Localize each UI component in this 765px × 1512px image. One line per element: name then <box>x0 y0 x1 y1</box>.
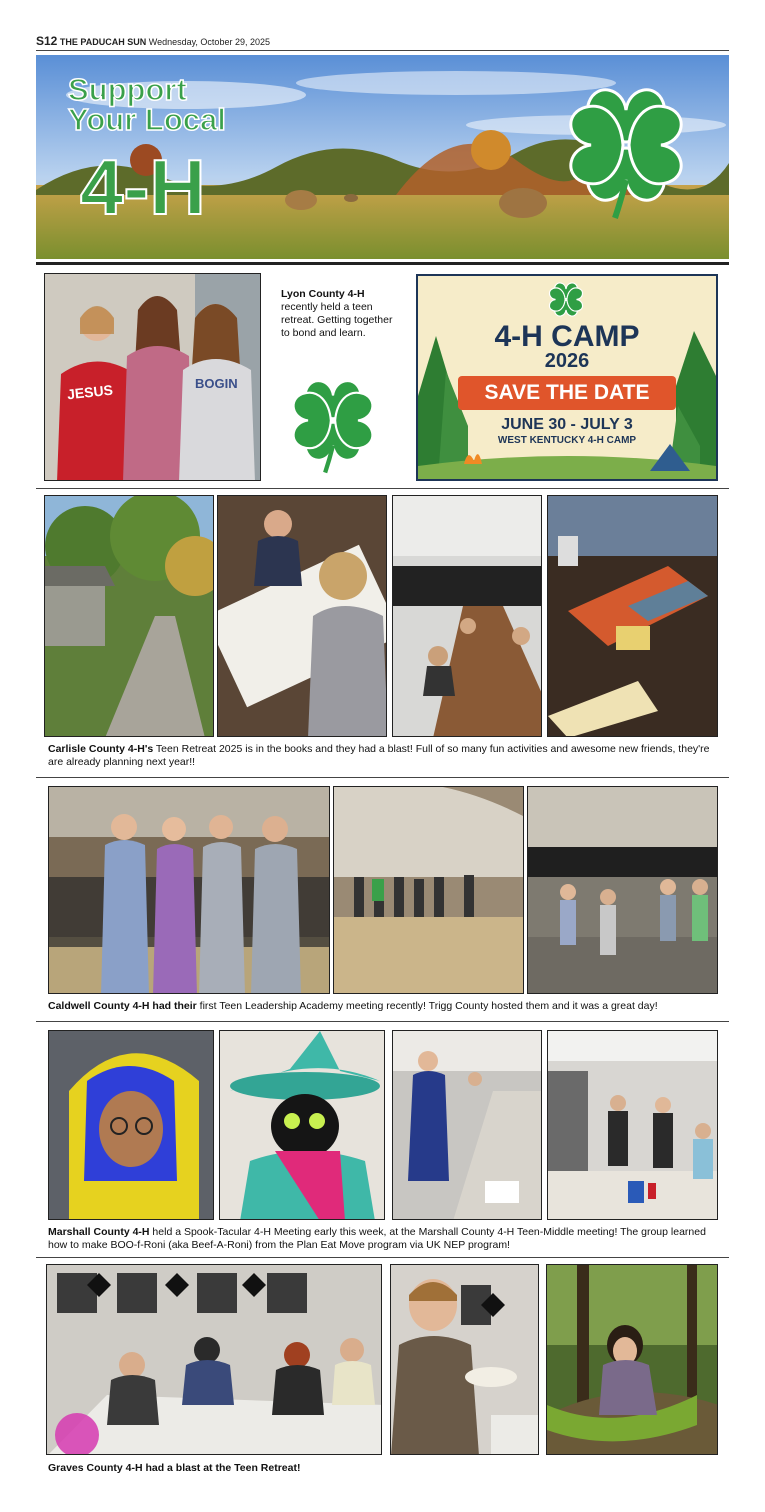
marshall-photo-costume-yellow <box>48 1030 214 1220</box>
graves-county-caption <box>48 1462 720 1475</box>
section-rule-4 <box>36 1257 729 1258</box>
section-rule-2 <box>36 777 729 778</box>
section-rule-3 <box>36 1021 729 1022</box>
newspaper-name: THE PADUCAH SUN <box>59 37 147 47</box>
caldwell-photo-arena <box>333 786 524 994</box>
page-number: S12 <box>36 34 58 48</box>
caldwell-county-text: first Teen Leadership Academy meeting recently! Trigg County hosted them and it was a great day! <box>196 1000 658 1012</box>
marshall-county-caption <box>48 1226 720 1252</box>
graves-county-lead: Graves County 4-H <box>48 1462 143 1474</box>
banner-4h-text: 4-H <box>80 143 206 231</box>
banner-headline <box>68 72 226 137</box>
camp-save-the-date-ad <box>416 274 718 481</box>
lyon-county-body: recently held a teen retreat. Getting together to bond and learn. <box>281 301 393 339</box>
banner-rule <box>36 262 729 265</box>
caldwell-county-lead: Caldwell County 4-H had their <box>48 1000 197 1012</box>
caldwell-county-caption <box>48 1000 720 1013</box>
graves-photo-boy <box>390 1264 539 1455</box>
carlisle-county-caption <box>48 743 720 769</box>
carlisle-county-text: Teen Retreat 2025 is in the books and they had a blast! Full of so many fun activities and awesome new friends, they're are already planning next year!! <box>48 743 710 768</box>
caldwell-photo-group <box>48 786 330 994</box>
camp-dates: JUNE 30 - JULY 3 <box>501 416 633 433</box>
caldwell-photo-barn <box>527 786 718 994</box>
page-folio <box>36 34 270 48</box>
carlisle-photo-game <box>547 495 718 737</box>
folio-rule <box>36 50 729 51</box>
graves-photo-hammock <box>546 1264 718 1455</box>
save-the-date-ribbon: SAVE THE DATE <box>458 376 676 410</box>
camp-clover-icon <box>546 280 586 322</box>
carlisle-county-lead: Carlisle County 4-H's <box>48 743 154 755</box>
banner-line-support: Support <box>68 72 187 107</box>
camp-title: 4-H CAMP <box>494 320 640 353</box>
marshall-photo-costume-witch <box>219 1030 385 1220</box>
carlisle-photo-hall <box>392 495 542 737</box>
marshall-county-lead: Marshall County 4-H <box>48 1226 150 1238</box>
camp-year: 2026 <box>544 350 590 372</box>
four-leaf-clover-logo <box>561 80 691 220</box>
section-rule-1 <box>36 488 729 489</box>
sweatshirt-print: BOGIN <box>195 376 238 391</box>
marshall-photo-kitchen-group <box>547 1030 718 1220</box>
banner-image <box>36 55 729 259</box>
banner-line-your-local: Your Local <box>68 102 226 137</box>
camp-location: WEST KENTUCKY 4-H CAMP <box>497 435 637 446</box>
shirt-print: JESUS <box>66 381 114 403</box>
graves-photo-table <box>46 1264 382 1455</box>
issue-date: Wednesday, October 29, 2025 <box>148 37 270 47</box>
clover-icon <box>283 374 383 474</box>
carlisle-photo-crafts <box>217 495 387 737</box>
lyon-county-group-photo <box>44 273 261 481</box>
graves-county-text: had a blast at the Teen Retreat! <box>142 1462 301 1474</box>
lyon-county-heading: Lyon County 4-H <box>281 288 365 300</box>
lyon-county-caption <box>281 288 396 340</box>
marshall-photo-kitchen-counter <box>392 1030 542 1220</box>
carlisle-photo-path <box>44 495 214 737</box>
marshall-county-text: held a Spook-Tacular 4-H Meeting early this week, at the Marshall County 4-H Teen-Middle meeting! The group learned how to make BOO-f-Roni (aka Beef-A-Roni) from the Plan Eat Move program via UK NEP program! <box>48 1226 706 1251</box>
